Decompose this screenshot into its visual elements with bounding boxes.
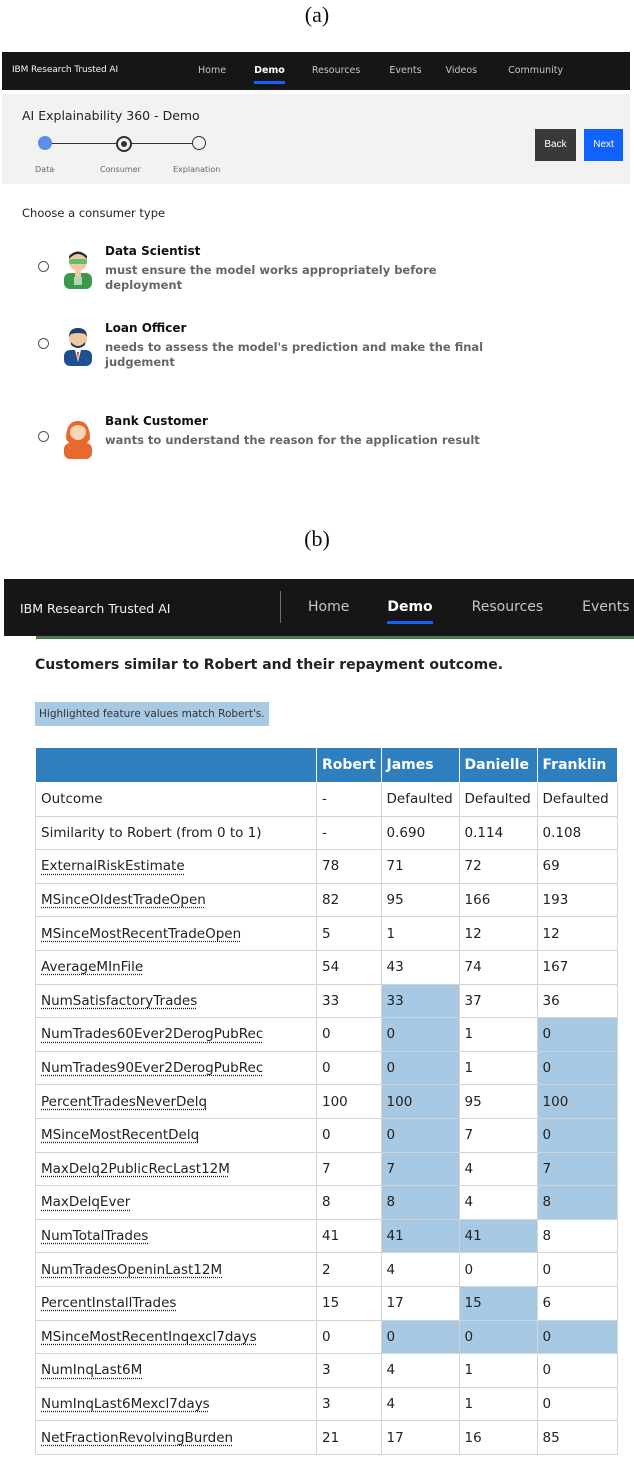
feature-link[interactable]: AverageMInFile — [36, 950, 317, 984]
table-cell: 100 — [381, 1085, 459, 1119]
table-cell: 8 — [537, 1186, 617, 1220]
feature-link[interactable]: MSinceOldestTradeOpen — [36, 883, 317, 917]
table-cell: 95 — [381, 883, 459, 917]
consumer-name: Bank Customer — [105, 414, 208, 428]
table-cell: 0 — [459, 1320, 537, 1354]
table-row — [36, 1018, 618, 1052]
table-cell: 74 — [459, 950, 537, 984]
table-row — [36, 850, 618, 884]
table-cell: 6 — [537, 1286, 617, 1320]
table-cell: 0 — [317, 1018, 382, 1052]
caption-b: (b) — [304, 526, 330, 551]
table-cell: 0.690 — [381, 816, 459, 850]
consumer-type-prompt: Choose a consumer type — [22, 206, 166, 220]
step-dot-explanation[interactable] — [192, 136, 206, 150]
table-row — [36, 917, 618, 951]
table-cell: 37 — [459, 984, 537, 1018]
panel-a-consumer-selection — [0, 50, 634, 492]
table-cell: 0 — [381, 1320, 459, 1354]
feature-link[interactable]: MSinceMostRecentTradeOpen — [36, 917, 317, 951]
feature-link[interactable]: NumInqLast6Mexcl7days — [36, 1387, 317, 1421]
table-cell: 0 — [537, 1320, 617, 1354]
nav-link-resources[interactable]: Resources — [311, 65, 361, 76]
step-label-explanation: Explanation — [173, 165, 221, 174]
table-cell: 0 — [537, 1387, 617, 1421]
table-cell: 4 — [381, 1253, 459, 1287]
top-nav — [4, 579, 634, 636]
feature-link[interactable]: NetFractionRevolvingBurden — [36, 1421, 317, 1455]
table-cell: 17 — [381, 1286, 459, 1320]
table-cell: 1 — [459, 1387, 537, 1421]
table-row — [36, 783, 618, 817]
table-cell: 4 — [381, 1387, 459, 1421]
table-cell: 1 — [459, 1018, 537, 1052]
section-title: Customers similar to Robert and their repayment outcome. — [35, 657, 504, 673]
panel-b-similar-customers — [0, 575, 634, 1462]
table-cell: 1 — [459, 1354, 537, 1388]
table-cell: 33 — [317, 984, 382, 1018]
table-row — [36, 1219, 618, 1253]
table-header-row — [36, 748, 618, 783]
feature-link[interactable]: NumTrades90Ever2DerogPubRec — [36, 1051, 317, 1085]
table-cell: 43 — [381, 950, 459, 984]
table-cell: 0 — [317, 1051, 382, 1085]
feature-link[interactable]: NumTotalTrades — [36, 1219, 317, 1253]
next-button[interactable]: Next — [584, 129, 623, 161]
nav-link-demo[interactable]: Demo — [254, 52, 285, 90]
table-cell: 7 — [317, 1152, 382, 1186]
table-row — [36, 1118, 618, 1152]
caption-a: (a) — [304, 2, 330, 27]
radio-bank-customer[interactable] — [38, 431, 49, 442]
column-header-danielle: Danielle — [459, 748, 537, 783]
consumer-name: Data Scientist — [105, 244, 201, 258]
feature-link[interactable]: MaxDelq2PublicRecLast12M — [36, 1152, 317, 1186]
column-header-franklin: Franklin — [537, 748, 617, 783]
radio-data-scientist[interactable] — [38, 261, 49, 272]
feature-link[interactable]: NumSatisfactoryTrades — [36, 984, 317, 1018]
nav-link-community[interactable]: Community — [508, 65, 564, 76]
table-cell: Defaulted — [381, 783, 459, 817]
step-dot-data[interactable] — [38, 136, 52, 150]
table-cell: Defaulted — [537, 783, 617, 817]
step-label-data: Data — [35, 165, 55, 174]
nav-links — [198, 52, 563, 90]
table-cell: 4 — [459, 1152, 537, 1186]
table-cell: 166 — [459, 883, 537, 917]
table-cell: 15 — [317, 1286, 382, 1320]
nav-link-resources[interactable]: Resources — [471, 599, 544, 615]
table-cell: 54 — [317, 950, 382, 984]
consumer-description: must ensure the model works appropriately before deployment — [105, 263, 437, 292]
table-cell: 100 — [537, 1085, 617, 1119]
table-row — [36, 883, 618, 917]
table-cell: 8 — [317, 1186, 382, 1220]
consumer-description: needs to assess the model's prediction and make the final judgement — [105, 340, 484, 369]
table-cell: 12 — [459, 917, 537, 951]
table-row — [36, 1286, 618, 1320]
table-cell: 167 — [537, 950, 617, 984]
table-row — [36, 1051, 618, 1085]
row-label: Similarity to Robert (from 0 to 1) — [36, 816, 317, 850]
table-cell: 7 — [459, 1118, 537, 1152]
step-dot-consumer[interactable] — [116, 136, 132, 152]
table-cell: 36 — [537, 984, 617, 1018]
table-cell: 41 — [317, 1219, 382, 1253]
table-cell: 3 — [317, 1354, 382, 1388]
consumer-description: wants to understand the reason for the application result — [105, 433, 480, 447]
table-cell: 4 — [381, 1354, 459, 1388]
feature-link[interactable]: PercentInstallTrades — [36, 1286, 317, 1320]
table-cell: 0 — [381, 1051, 459, 1085]
row-label: Outcome — [36, 783, 317, 817]
table-cell: 21 — [317, 1421, 382, 1455]
table-cell: 85 — [537, 1421, 617, 1455]
feature-link[interactable]: NumTradesOpeninLast12M — [36, 1253, 317, 1287]
table-cell: 0 — [317, 1320, 382, 1354]
table-cell: 4 — [459, 1186, 537, 1220]
table-row — [36, 984, 618, 1018]
table-cell: 0 — [381, 1118, 459, 1152]
page-title: AI Explainability 360 - Demo — [22, 108, 200, 123]
table-cell: 17 — [381, 1421, 459, 1455]
table-cell: 0 — [459, 1253, 537, 1287]
table-cell: 100 — [317, 1085, 382, 1119]
table-cell: 0 — [381, 1018, 459, 1052]
table-cell: 5 — [317, 917, 382, 951]
step-label-consumer: Consumer — [100, 165, 141, 174]
table-cell: 41 — [459, 1219, 537, 1253]
table-cell: 12 — [537, 917, 617, 951]
table-cell: 2 — [317, 1253, 382, 1287]
table-cell: 0 — [537, 1051, 617, 1085]
feature-link[interactable]: PercentTradesNeverDelq — [36, 1085, 317, 1119]
nav-link-home[interactable]: Home — [308, 599, 350, 615]
table-row — [36, 1320, 618, 1354]
table-row — [36, 1253, 618, 1287]
table-cell: 95 — [459, 1085, 537, 1119]
radio-loan-officer[interactable] — [38, 338, 49, 349]
nav-link-demo[interactable]: Demo — [387, 579, 432, 636]
table-cell: 0.108 — [537, 816, 617, 850]
loan-officer-avatar-icon — [60, 324, 96, 366]
table-cell: 78 — [317, 850, 382, 884]
table-row — [36, 1387, 618, 1421]
brand-logo-text[interactable]: IBM Research Trusted AI — [20, 601, 171, 616]
table-cell: 7 — [381, 1152, 459, 1186]
table-row — [36, 816, 618, 850]
table-cell: 0.114 — [459, 816, 537, 850]
table-cell: 8 — [381, 1186, 459, 1220]
table-row — [36, 1354, 618, 1388]
table-cell: - — [317, 816, 382, 850]
table-cell: 71 — [381, 850, 459, 884]
feature-link[interactable]: ExternalRiskEstimate — [36, 850, 317, 884]
table-row — [36, 1421, 618, 1455]
table-cell: 15 — [459, 1286, 537, 1320]
feature-link[interactable]: MSinceMostRecentDelq — [36, 1118, 317, 1152]
nav-link-home[interactable]: Home — [198, 65, 227, 76]
table-cell: 33 — [381, 984, 459, 1018]
nav-divider — [280, 591, 281, 623]
similar-customers-table — [35, 747, 618, 1455]
feature-link[interactable]: MSinceMostRecentInqexcl7days — [36, 1320, 317, 1354]
data-scientist-avatar-icon — [60, 247, 96, 289]
nav-link-events[interactable]: Events — [582, 599, 630, 615]
table-cell: 7 — [537, 1152, 617, 1186]
top-nav — [2, 52, 630, 90]
table-cell: 72 — [459, 850, 537, 884]
feature-link[interactable]: NumInqLast6M — [36, 1354, 317, 1388]
table-cell: 41 — [381, 1219, 459, 1253]
table-cell: 0 — [537, 1354, 617, 1388]
header-blank-cell — [36, 748, 317, 783]
table-cell: 8 — [537, 1219, 617, 1253]
feature-link[interactable]: NumTrades60Ever2DerogPubRec — [36, 1018, 317, 1052]
bank-customer-avatar-icon — [60, 417, 96, 459]
table-cell: 193 — [537, 883, 617, 917]
table-cell: 0 — [317, 1118, 382, 1152]
brand-logo-text[interactable]: IBM Research Trusted AI — [12, 65, 119, 75]
table-cell: 16 — [459, 1421, 537, 1455]
feature-link[interactable]: MaxDelqEver — [36, 1186, 317, 1220]
table-cell: 1 — [459, 1051, 537, 1085]
nav-link-events[interactable]: Events — [389, 65, 422, 76]
table-cell: 1 — [381, 917, 459, 951]
nav-links — [304, 579, 630, 636]
table-row — [36, 950, 618, 984]
table-row — [36, 1085, 618, 1119]
column-header-robert: Robert — [317, 748, 382, 783]
back-button[interactable]: Back — [535, 129, 576, 161]
consumer-name: Loan Officer — [105, 321, 187, 335]
table-cell: 0 — [537, 1253, 617, 1287]
table-cell: 0 — [537, 1118, 617, 1152]
table-cell: 0 — [537, 1018, 617, 1052]
column-header-james: James — [381, 748, 459, 783]
table-cell: Defaulted — [459, 783, 537, 817]
progress-stepper — [38, 136, 208, 152]
table-row — [36, 1152, 618, 1186]
table-cell: - — [317, 783, 382, 817]
highlight-legend: Highlighted feature values match Robert's. — [35, 702, 269, 726]
table-cell: 3 — [317, 1387, 382, 1421]
table-row — [36, 1186, 618, 1220]
table-cell: 69 — [537, 850, 617, 884]
table-cell: 82 — [317, 883, 382, 917]
nav-link-videos[interactable]: Videos — [445, 65, 478, 76]
accent-divider — [36, 636, 634, 639]
